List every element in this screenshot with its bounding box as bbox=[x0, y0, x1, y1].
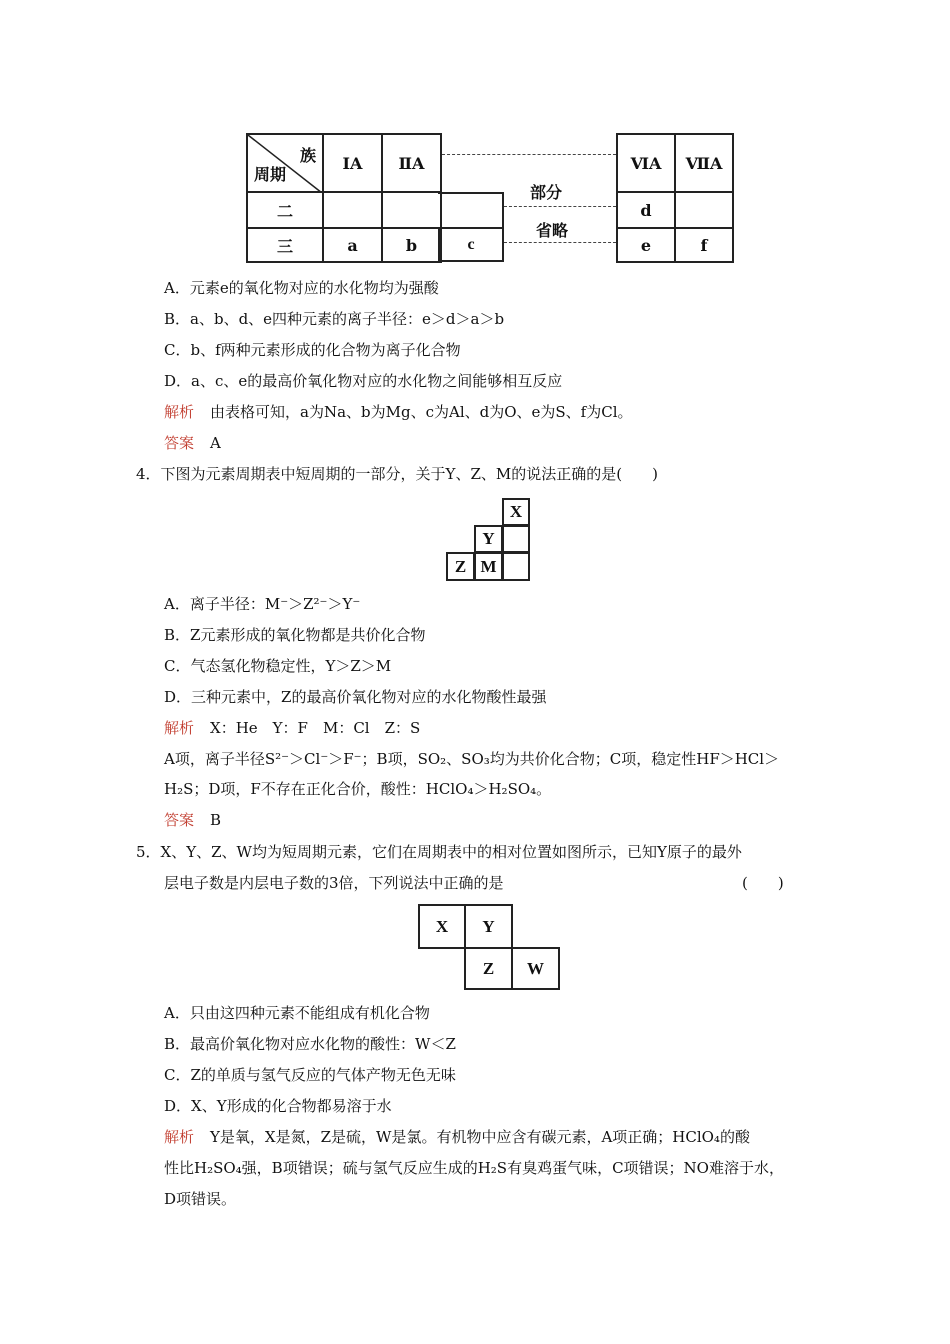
q3-option-b: B．a、b、d、e四种元素的离子半径：e＞d＞a＞b bbox=[164, 310, 505, 328]
q5-option-b: B．最高价氧化物对应水化物的酸性：W＜Z bbox=[164, 1035, 456, 1053]
q3-option-a: A．元素e的氧化物对应的水化物均为强酸 bbox=[164, 279, 439, 297]
answer-label: 答案 bbox=[164, 811, 195, 829]
omitted-label-bottom: 省略 bbox=[536, 221, 569, 240]
corner-header-cell bbox=[247, 134, 323, 192]
col-1A: ⅠA bbox=[323, 134, 382, 192]
q5-analysis bbox=[164, 1126, 750, 1147]
omitted-label-top: 部分 bbox=[530, 183, 563, 202]
dashed-line bbox=[442, 154, 616, 155]
header-group-label: 族 bbox=[299, 146, 316, 165]
q3-option-c: C．b、f两种元素形成的化合物为离子化合物 bbox=[164, 341, 461, 359]
cell-f: f bbox=[675, 228, 733, 262]
q5-option-d: D．X、Y形成的化合物都易溶于水 bbox=[164, 1097, 392, 1115]
cell-d: d bbox=[617, 192, 675, 228]
cell-b: b bbox=[382, 228, 441, 262]
answer-text: B bbox=[210, 811, 222, 829]
q5-stem-line-2: 层电子数是内层电子数的3倍，下列说法中正确的是 bbox=[164, 874, 504, 892]
col-2A: ⅡA bbox=[382, 134, 441, 192]
q4-cell-empty bbox=[502, 525, 530, 553]
q5-analysis-line-3: D项错误。 bbox=[164, 1190, 237, 1208]
col-7A: ⅦA bbox=[675, 134, 733, 192]
cell-c: c bbox=[438, 227, 504, 262]
q4-analysis-line-2: A项，离子半径S²⁻＞Cl⁻＞F⁻；B项，SO₂、SO₃均为共价化合物；C项，稳定性HF＞HCl＞ bbox=[164, 750, 780, 768]
q4-cell-m: M bbox=[474, 552, 503, 581]
q5-cell-z: Z bbox=[464, 947, 513, 990]
cell-empty bbox=[382, 192, 441, 228]
analysis-text: 由表格可知，a为Na、b为Mg、c为Al、d为O、e为S、f为Cl。 bbox=[210, 403, 633, 421]
cell-empty bbox=[675, 192, 733, 228]
q3-answer bbox=[164, 432, 221, 453]
analysis-label: 解析 bbox=[164, 1128, 195, 1146]
row-period-2: 二 bbox=[247, 192, 323, 228]
q4-analysis bbox=[164, 717, 420, 738]
answer-text: A bbox=[210, 434, 221, 452]
q3-option-d: D．a、c、e的最高价氧化物对应的水化物之间能够相互反应 bbox=[164, 372, 563, 390]
q5-cell-y: Y bbox=[464, 904, 513, 949]
col-6A: ⅥA bbox=[617, 134, 675, 192]
cell-empty-c-row2 bbox=[438, 192, 504, 230]
q4-stem: 4．下图为元素周期表中短周期的一部分，关于Y、Z、M的说法正确的是( ) bbox=[136, 465, 658, 483]
q5-option-a: A．只由这四种元素不能组成有机化合物 bbox=[164, 1004, 430, 1022]
analysis-label: 解析 bbox=[164, 403, 195, 421]
cell-empty bbox=[323, 192, 382, 228]
q4-cell-x: X bbox=[502, 498, 530, 526]
row-period-3: 三 bbox=[247, 228, 323, 262]
dashed-line bbox=[504, 206, 616, 207]
periodic-table-left bbox=[246, 133, 442, 263]
cell-a: a bbox=[323, 228, 382, 262]
dashed-line bbox=[504, 242, 616, 243]
q5-cell-x: X bbox=[418, 904, 466, 949]
q5-cell-w: W bbox=[511, 947, 560, 990]
q4-option-c: C．气态氢化物稳定性，Y＞Z＞M bbox=[164, 657, 392, 675]
cell-e: e bbox=[617, 228, 675, 262]
q4-cell-z: Z bbox=[446, 552, 475, 581]
q4-option-a: A．离子半径：M⁻＞Z²⁻＞Y⁻ bbox=[164, 595, 361, 613]
q5-analysis-line-2: 性比H₂SO₄强，B项错误；硫与氢气反应生成的H₂S有臭鸡蛋气味，C项错误；NO难溶于水， bbox=[164, 1159, 784, 1177]
q3-analysis bbox=[164, 401, 633, 422]
q4-cell-y: Y bbox=[474, 525, 503, 553]
q4-cell-empty bbox=[502, 552, 530, 581]
q5-stem-line-1: 5．X、Y、Z、W均为短周期元素，它们在周期表中的相对位置如图所示，已知Y原子的最外 bbox=[136, 843, 742, 861]
q5-option-c: C．Z的单质与氢气反应的气体产物无色无味 bbox=[164, 1066, 456, 1084]
analysis-label: 解析 bbox=[164, 719, 195, 737]
q4-answer bbox=[164, 809, 221, 830]
q4-option-b: B．Z元素形成的氧化物都是共价化合物 bbox=[164, 626, 426, 644]
q5-answer-paren: ( ) bbox=[742, 874, 784, 892]
q4-option-d: D．三种元素中，Z的最高价氧化物对应的水化物酸性最强 bbox=[164, 688, 547, 706]
header-period-label: 周期 bbox=[254, 165, 287, 184]
analysis-text: X：He Y：F M：Cl Z：S bbox=[210, 719, 421, 737]
answer-label: 答案 bbox=[164, 434, 195, 452]
q4-analysis-line-3: H₂S；D项，F不存在正化合价，酸性：HClO₄＞H₂SO₄。 bbox=[164, 780, 552, 798]
analysis-text: Y是氧，X是氮，Z是硫，W是氯。有机物中应含有碳元素，A项正确；HClO₄的酸 bbox=[210, 1128, 750, 1146]
periodic-table-right bbox=[616, 133, 734, 263]
